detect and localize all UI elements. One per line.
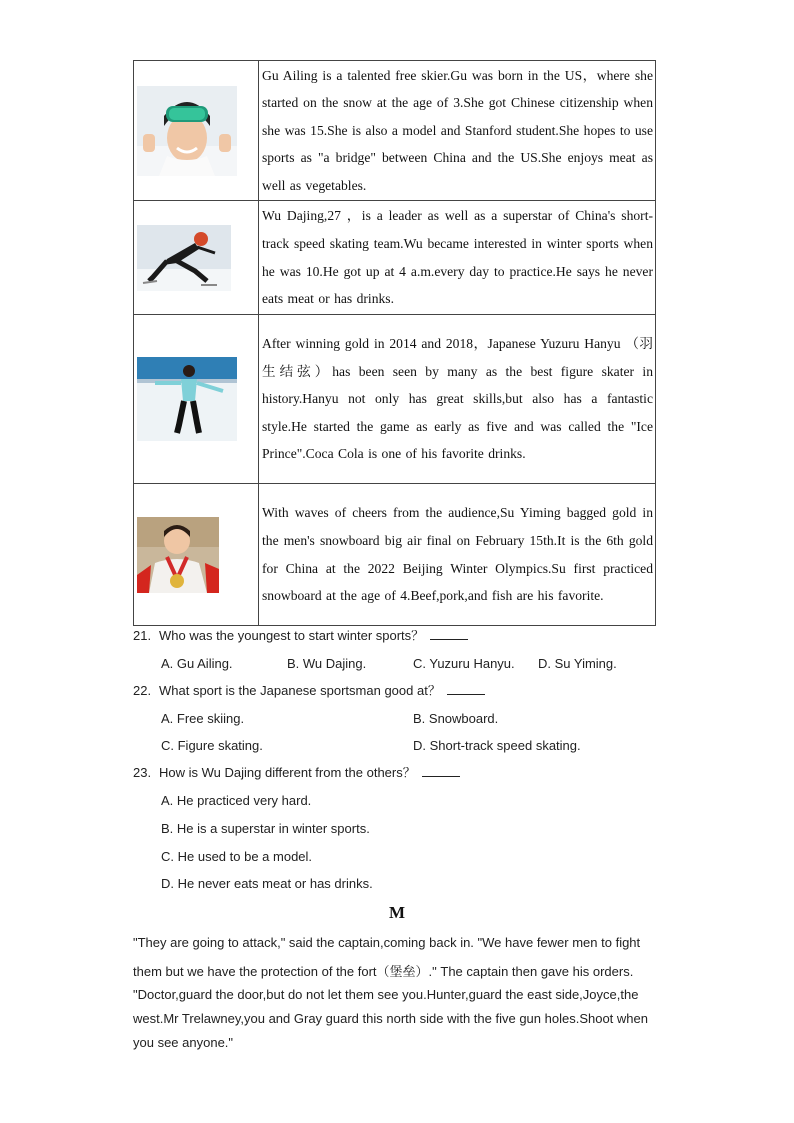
question-number: 23.: [133, 765, 152, 780]
wu-dajing-photo: [137, 225, 231, 291]
passage-line: you see anyone.": [133, 1035, 234, 1050]
option-d[interactable]: D. He never eats meat or has drinks.: [161, 876, 373, 891]
answer-blank[interactable]: [422, 764, 460, 777]
question-text: How is Wu Dajing different from the others？: [159, 765, 416, 780]
answer-blank[interactable]: [430, 627, 468, 640]
passage-line: "Doctor,guard the door,but do not let them see you.Hunter,guard the east side,Joyce,the: [133, 987, 639, 1002]
question-text: What sport is the Japanese sportsman good at？: [159, 683, 441, 698]
answer-blank[interactable]: [447, 682, 485, 695]
question-number: 21.: [133, 628, 152, 643]
athlete-text: Wu Dajing,27 ，is a leader as well as a superstar of China's short-track speed skating team.Wu became interested in winter sports when he was 10.He got up at 4 a.m.every day to practice.He says he never eats meat or has drinks.: [259, 201, 656, 315]
photo-cell: [134, 484, 259, 626]
table-row: [134, 484, 656, 626]
passage-line: west.Mr Trelawney,you and Gray guard this north side with the five gun holes.Shoot when: [133, 1011, 648, 1026]
passage-line: "They are going to attack," said the captain,coming back in. "We have fewer men to fight: [133, 935, 641, 950]
option-a[interactable]: A. He practiced very hard.: [161, 793, 312, 808]
question-text: Who was the youngest to start winter sports？: [159, 628, 425, 643]
option-b[interactable]: B. Wu Dajing.: [287, 656, 367, 671]
athlete-table: [133, 60, 656, 626]
section-title: M: [388, 903, 406, 922]
option-a[interactable]: A. Gu Ailing.: [161, 656, 233, 671]
option-d[interactable]: D. Short-track speed skating.: [413, 738, 581, 753]
question-21: [133, 627, 468, 645]
table-row: [134, 201, 656, 315]
athlete-text: After winning gold in 2014 and 2018，Japanese Yuzuru Hanyu （羽生结弦）has been seen by many as the best figure skater in history.Hanyu not only has great skills,but also has a fantastic style.He started the game as early as five and was called the "Ice Prince".Coca Cola is one of his favorite drinks.: [259, 315, 656, 484]
athlete-text: Gu Ailing is a talented free skier.Gu was born in the US，where she started on the snow at the age of 3.She got Chinese citizenship when she was 15.She is also a model and Stanford student.She hopes to use sports as "a bridge" between China and the US.She enjoys meat as well as vegetables.: [259, 61, 656, 201]
option-c[interactable]: C. Figure skating.: [161, 738, 263, 753]
gu-ailing-photo: [137, 86, 237, 176]
question-number: 22.: [133, 683, 152, 698]
photo-cell: [134, 315, 259, 484]
option-d[interactable]: D. Su Yiming.: [538, 656, 617, 671]
question-22: [133, 682, 485, 700]
option-a[interactable]: A. Free skiing.: [161, 711, 245, 726]
option-b[interactable]: B. Snowboard.: [413, 711, 499, 726]
athlete-text: With waves of cheers from the audience,Su Yiming bagged gold in the men's snowboard big air final on February 15th.It is the 6th gold for China at the 2022 Beijing Winter Olympics.Su first practiced snowboard at the age of 4.Beef,pork,and fish are his favorite.: [259, 484, 656, 626]
option-b[interactable]: B. He is a superstar in winter sports.: [161, 821, 370, 836]
yuzuru-hanyu-photo: [137, 357, 237, 441]
passage-line: them but we have the protection of the fort（堡垒）." The captain then gave his orders.: [133, 964, 634, 979]
option-c[interactable]: C. He used to be a model.: [161, 849, 313, 864]
table-row: [134, 315, 656, 484]
su-yiming-photo: [137, 517, 219, 593]
photo-cell: [134, 201, 259, 315]
question-23: [133, 764, 460, 782]
table-row: [134, 61, 656, 201]
photo-cell: [134, 61, 259, 201]
option-c[interactable]: C. Yuzuru Hanyu.: [413, 656, 515, 671]
